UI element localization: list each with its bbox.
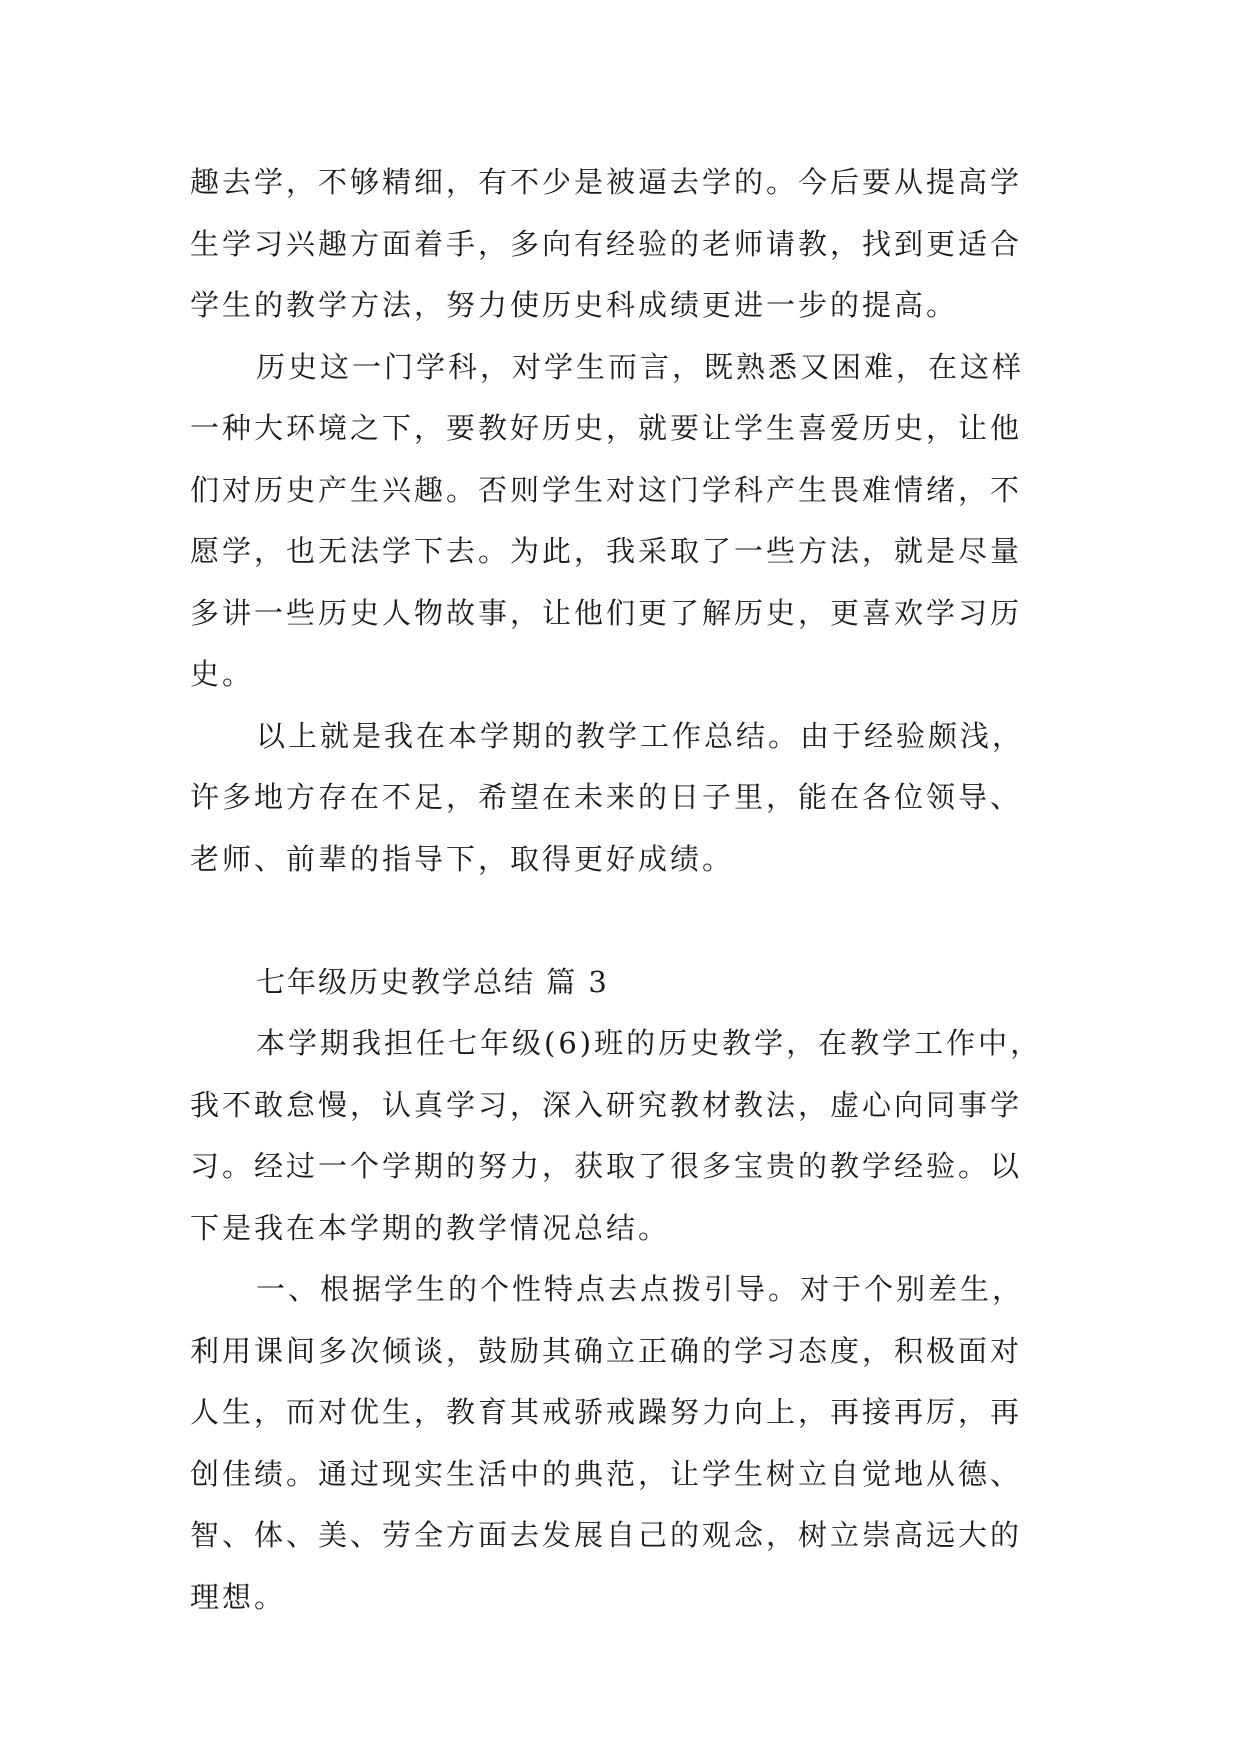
text-line: 老师、前辈的指导下，取得更好成绩。 [190,841,735,876]
text-line: 一种大环境之下，要教好历史，就要让学生喜爱历史，让他 [190,411,1023,445]
text-line: 愿学，也无法学下去。为此，我采取了一些方法，就是尽量 [190,534,1023,568]
text-line: 生学习兴趣方面着手，多向有经验的老师请教，找到更适合 [190,226,1023,261]
text-line: 以上就是我在本学期的教学工作总结。由于经验颇浅， [256,718,1025,753]
text-line: 智、体、美、劳全方面去发展自己的观念，树立崇高远大的 [190,1518,1023,1552]
text-line: 下是我在本学期的教学情况总结。 [190,1210,671,1245]
text-line: 人生，而对优生，教育其戒骄戒躁努力向上，再接再厉，再 [190,1395,1023,1429]
text-line: 习。经过一个学期的努力，获取了很多宝贵的教学经验。以 [190,1149,1023,1183]
text-line: 多讲一些历史人物故事，让他们更了解历史，更喜欢学习历 [190,595,1023,630]
text-line: 我不敢怠慢，认真学习，深入研究教材教法，虚心向同事学 [190,1087,1023,1122]
text-line: 史。 [190,657,255,691]
text-line: 学生的教学方法，努力使历史科成绩更进一步的提高。 [190,288,959,322]
section-3-text [190,1013,1062,1628]
text-line: 本学期我担任七年级(6)班的历史教学，在教学工作中， [256,1026,1043,1060]
text-line: 历史这一门学科，对学生而言，既熟悉又困难，在这样 [256,349,1025,384]
section-gap [190,890,1062,952]
text-line: 利用课间多次倾谈，鼓励其确立正确的学习态度，积极面对 [190,1333,1023,1368]
text-line: 创佳绩。通过现实生活中的典范，让学生树立自觉地从德、 [190,1456,1023,1491]
text-line: 们对历史产生兴趣。否则学生对这门学科产生畏难情绪，不 [190,472,1023,507]
text-line: 趣去学，不够精细，有不少是被逼去学的。今后要从提高学 [190,165,1023,199]
previous-section-text [190,152,1062,890]
section-heading: 七年级历史教学总结 篇 3 [256,964,609,999]
text-line: 一、根据学生的个性特点去点拨引导。对于个别差生， [256,1272,1025,1306]
text-line: 理想。 [190,1579,287,1614]
document-body [190,152,1062,1628]
text-line: 许多地方存在不足，希望在未来的日子里，能在各位领导、 [190,780,1023,814]
